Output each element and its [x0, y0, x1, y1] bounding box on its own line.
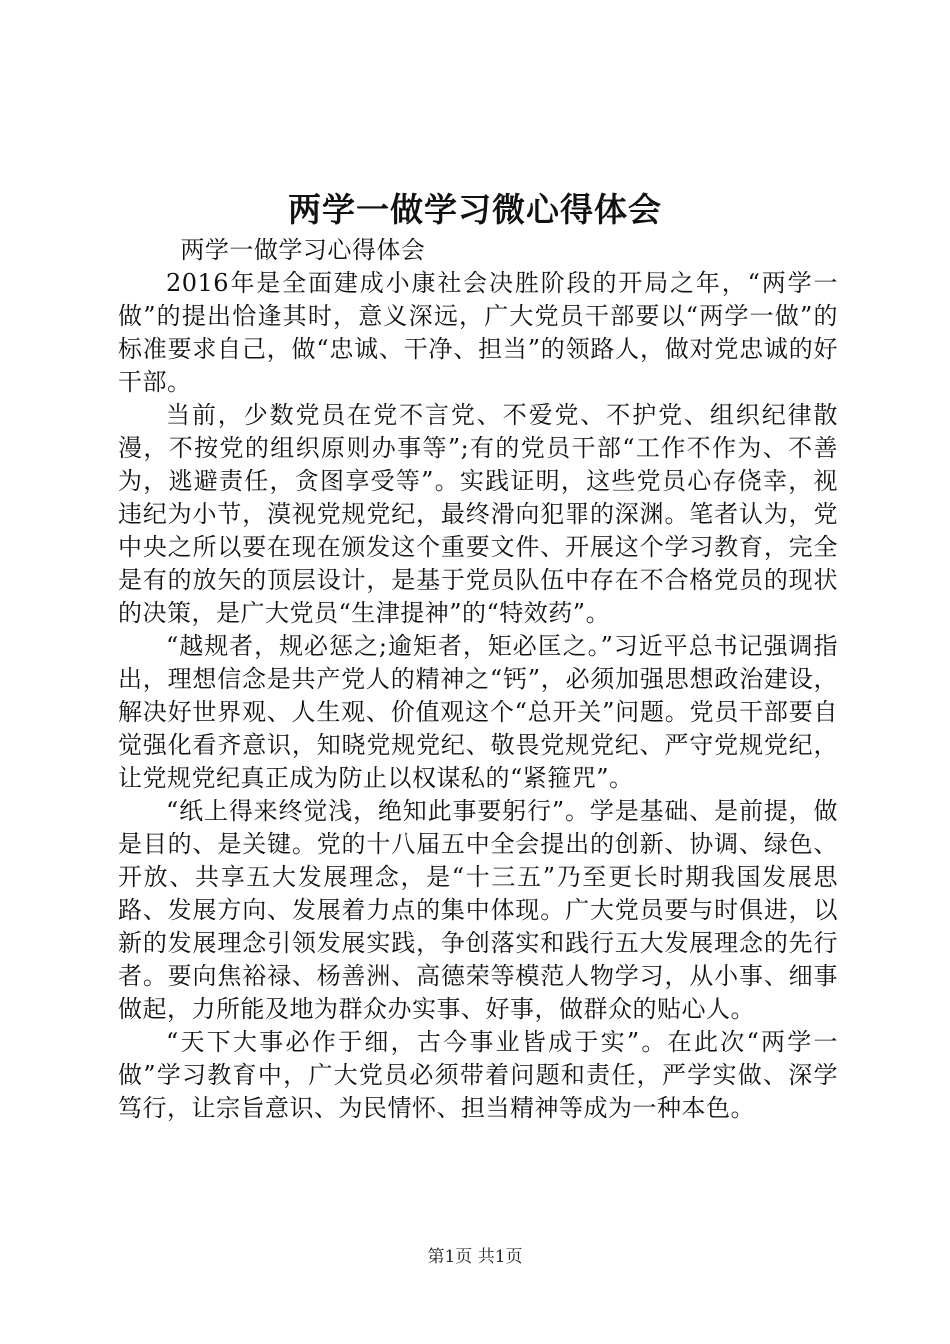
paragraph-practice: “纸上得来终觉浅，绝知此事要躬行”。学是基础、是前提，做是目的、是关键。党的十八届五中全会提出的创新、协调、绿色、开放、共享五大发展理念，是“十三五”乃至更长时期我国发展思路、发展方向、发展着力点的集中体现。广大党员要与时俱进，以新的发展理念引领发展实践，争创落实和践行五大发展理念的先行者。要向焦裕禄、杨善洲、高德荣等模范人物学习，从小事、细事做起，力所能及地为群众办实事、好事，做群众的贴心人。 — [118, 797, 838, 1023]
paragraph-intro: 2016年是全面建成小康社会决胜阶段的开局之年，“两学一做”的提出恰逢其时，意义深远，广大党员干部要以“两学一做”的标准要求自己，做“忠诚、干净、担当”的领路人，做对党忠诚的好干部。 — [118, 269, 838, 396]
page-footer: 第1页 共1页 — [427, 1247, 523, 1267]
document-body — [118, 234, 838, 1125]
paragraph-discipline: “越规者，规必惩之;逾矩者，矩必匡之。”习近平总书记强调指出，理想信念是共产党人的精神之“钙”，必须加强思想政治建设，解决好世界观、人生观、价值观这个“总开关”问题。党员干部要自觉强化看齐意识，知晓党规党纪、敬畏党规党纪、严守党规党纪，让党规党纪真正成为防止以权谋私的“紧箍咒”。 — [118, 632, 838, 792]
paragraph-current-situation: 当前，少数党员在党不言党、不爱党、不护党、组织纪律散漫，不按党的组织原则办事等”;有的党员干部“工作不作为、不善为，逃避责任，贪图享受等”。实践证明，这些党员心存侥幸，视违纪为小节，漠视党规党纪，最终滑向犯罪的深渊。笔者认为，党中央之所以要在现在颁发这个重要文件、开展这个学习教育，完全是有的放矢的顶层设计，是基于党员队伍中存在不合格党员的现状的决策，是广大党员“生津提神”的“特效药”。 — [118, 401, 838, 627]
paragraph-conclusion: “天下大事必作于细，古今事业皆成于实”。在此次“两学一做”学习教育中，广大党员必须带着问题和责任，严学实做、深学笃行，让宗旨意识、为民情怀、担当精神等成为一种本色。 — [118, 1028, 838, 1122]
document-subtitle: 两学一做学习心得体会 — [180, 236, 426, 264]
document-title: 两学一做学习微心得体会 — [288, 190, 662, 229]
